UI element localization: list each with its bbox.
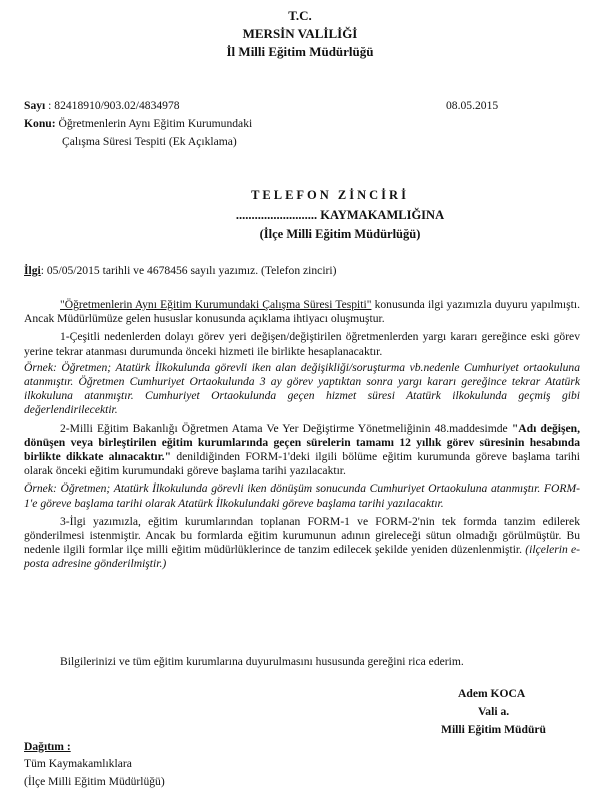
- distribution-line-1: Tüm Kaymakamlıklara: [24, 757, 132, 770]
- paragraph-2-c: denildiğinden FORM-1'deki ilgili bölüme eğitim kurumunda göreve başlama tarihi olarak önceki eğitim kurumundaki göreve başlama tarihi yazılacaktır.: [24, 450, 581, 478]
- ilgi-text: : 05/05/2015 tarihli ve 4678456 sayılı yazımız. (Telefon zinciri): [40, 264, 337, 277]
- header-mudurluk: İl Milli Eğitim Müdürlüğü: [226, 44, 374, 59]
- intro-rest: konusunda ilgi yazımızla duyuru yapılmıştı. Ancak Müdürlümüze gelen hususlar konusunda açıklama ihtiyacı oluşmuştur.: [24, 298, 580, 326]
- paragraph-2-quote: "Adı değişen, dönüşen veya birleştirilen eğitim kurumlarında geçen sürelerin tamamı 12 yıllık görev süresinin hesabında birlikte dikkate alınacaktır.": [24, 421, 580, 464]
- signatory-title-1: Vali a.: [478, 705, 510, 718]
- signatory-title-2: Milli Eğitim Müdürü: [441, 723, 546, 736]
- paragraph-3-text: 3-İlgi yazımızla, eğitim kurumlarından toplanan FORM-1 ve FORM-2'nin tek formda tanzim edilerek gönderilmesi istenmiştir. Ancak bu formlarda eğitim kurumunun adının gireleceği sütun olmadığı görülmüştür. Bu nedenle ilgili formlar ilçe milli eğitim müdürlüklerince de tanzim edilecek şekilde yeniden düzenlenmiştir.: [24, 514, 580, 557]
- paragraph-2-a: 2-Milli Eğitim Bakanlığı Öğretmen Atama Ve Yer Değiştirme Yönetmeliğinin 48.maddesimde: [60, 421, 512, 435]
- addressee-line: [0, 208, 600, 223]
- konu-line: [24, 117, 252, 130]
- paragraph-2: [24, 422, 580, 479]
- konu-text-2: Çalışma Süresi Tespiti (Ek Açıklama): [62, 135, 237, 148]
- signatory-name: Adem KOCA: [458, 687, 526, 700]
- telefon-zinciri-title: TELEFON ZİNCİRİ: [251, 188, 409, 202]
- sayi-label: Sayı: [24, 99, 46, 112]
- example-2: Örnek: Öğretmen; Atatürk İlkokulunda görevli iken dönüşüm sonucunda Cumhuriyet Ortaokuluna atanmıştır. FORM-1'e göreve başlama tarihi olarak Atatürk İlkokulundaki göreve başlama tarihi yazılacaktır.: [24, 482, 580, 510]
- example-1: Örnek: Öğretmen; Atatürk İlkokulunda görevli iken alan değişikliği/soruşturma vb.nedenle Cumhuriyet ortaokuluna atanmıştır. Öğretmen Cumhuriyet Ortaokulunda 3 ay görev yaptıktan sonra yargı kararı gereğince tekrar Atatürk ilkokuluna atanmıştır. Cumhuriyet Ortaokulunda geçen hizmet süresi Atatürk ilkokulunda geçmiş gibi değerlendirilecektir.: [24, 360, 580, 417]
- konu-label: Konu:: [24, 117, 56, 130]
- sayi-value: : 82418910/903.02/4834978: [48, 99, 180, 112]
- konu-text-1: Öğretmenlerin Aynı Eğitim Kurumundaki: [58, 117, 253, 130]
- distribution-line-2: (İlçe Milli Eğitim Müdürlüğü): [24, 775, 165, 788]
- closing-line: Bilgilerinizi ve tüm eğitim kurumlarına duyurulmasını hususunda gereğini rica ederim.: [60, 655, 464, 668]
- intro-paragraph: [24, 298, 580, 326]
- header-tc: T.C.: [288, 8, 312, 23]
- paragraph-3: [24, 515, 580, 572]
- sayi-line: [24, 99, 180, 112]
- paragraph-3-note: (ilçelerin e-posta adresine gönderilmiştir.): [24, 543, 580, 571]
- ilgi-line: [24, 264, 337, 277]
- addressee-dots: ..........................: [235, 208, 318, 222]
- header-valilik: MERSİN VALİLİĞİ: [242, 26, 358, 41]
- addressee: KAYMAKAMLIĞINA: [320, 208, 445, 222]
- paragraph-1: 1-Çeşitli nedenlerden dolayı görev yeri değişen/değiştirilen öğretmenlerden yargı kararı gereğince eski görev yerine tekrar atanması durumunda önceki hizmeti ile birlikte hesaplanacaktır.: [24, 330, 580, 358]
- intro-quote: "Öğretmenlerin Aynı Eğitim Kurumundaki Çalışma Süresi Tespiti": [60, 298, 372, 311]
- ilgi-label: İlgi: [24, 264, 41, 277]
- document-date: 08.05.2015: [446, 99, 499, 112]
- addressee-sub: (İlçe Milli Eğitim Müdürlüğü): [259, 227, 421, 241]
- letter-body: [24, 298, 580, 572]
- distribution-label: Dağıtım :: [24, 740, 71, 753]
